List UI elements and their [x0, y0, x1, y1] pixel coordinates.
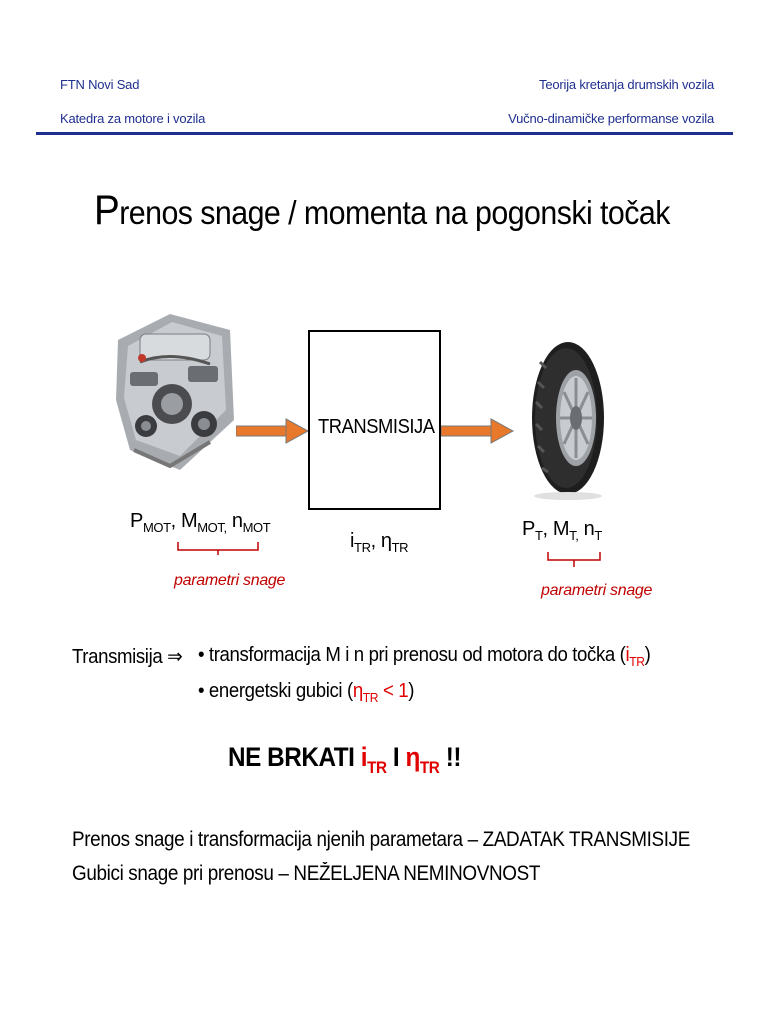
header-institution: FTN Novi Sad [60, 77, 140, 92]
header-course: Teorija kretanja drumskih vozila [539, 77, 714, 92]
transmission-lead: Transmisija ⇒ [72, 646, 183, 668]
bullet-losses: • energetski gubici $(\eta_{TR} < 1)$ [198, 680, 415, 705]
arrow-engine-to-transmission [236, 418, 310, 444]
engine-parameters: $P_{MOT}$, $M_{MOT,}$ $n_{MOT}$ [130, 510, 271, 535]
header-topic: Vučno-dinamičke performanse vozila [508, 111, 714, 126]
conclusion-task: Prenos snage i transformacija njenih parametara – ZADATAK TRANSMISIJE [72, 828, 691, 851]
wheel-image [522, 332, 608, 500]
wheel-bracket [546, 550, 602, 568]
engine-bracket [176, 540, 260, 556]
wheel-power-note: parametri snage [541, 582, 653, 599]
wheel-parameters: $P_T$, $M_{T,}$ $n_T$ [522, 518, 602, 543]
header-department: Katedra za motore i vozila [60, 111, 206, 126]
transmission-parameters: $i_{TR}$, $\eta_{TR}$ [350, 530, 409, 555]
engine-image [110, 300, 238, 492]
engine-power-note: parametri snage [174, 572, 286, 589]
warning-statement: NE BRKATI $i_{TR}$ I $\eta_{TR}$ !! [228, 742, 461, 777]
conclusion-losses: Gubici snage pri prenosu – NEŽELJENA NEMINOVNOST [72, 862, 541, 885]
transmission-label: TRANSMISIJA [318, 416, 435, 438]
arrow-transmission-to-wheel [441, 418, 515, 444]
header-rule [36, 132, 733, 135]
slide-title: Prenos snage / momenta na pogonski točak [94, 186, 670, 233]
bullet-transformation: • transformacija M i n pri prenosu od motora do točka $(i_{TR})$ [198, 644, 651, 669]
